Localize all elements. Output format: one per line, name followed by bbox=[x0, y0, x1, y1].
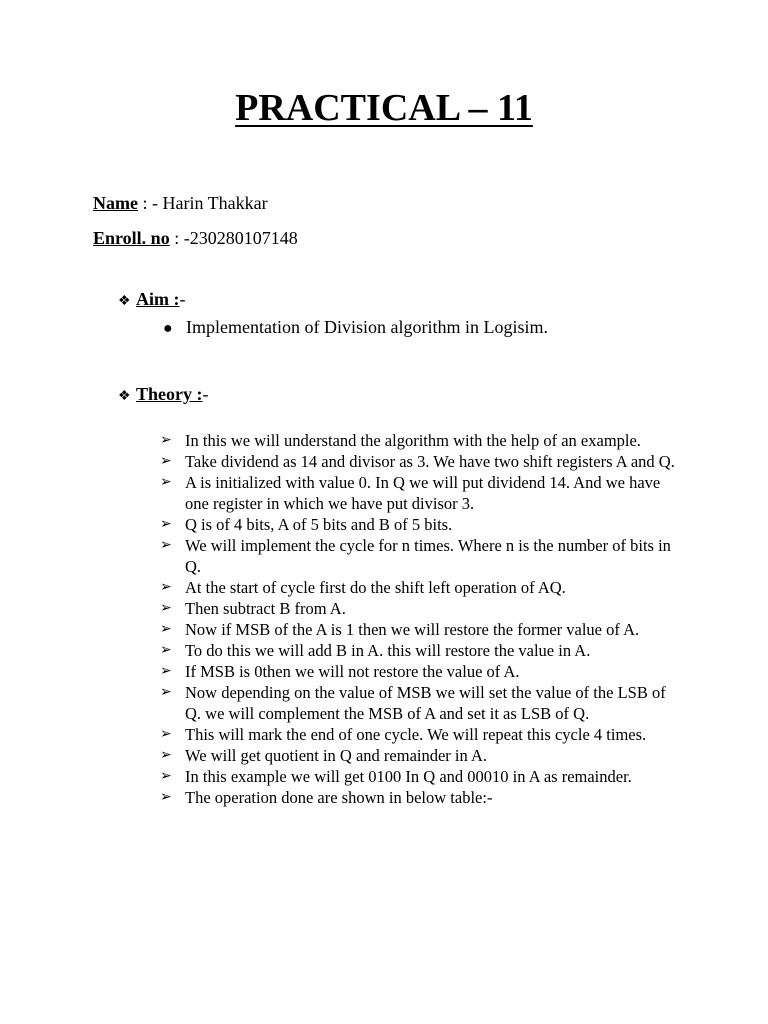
theory-point-text: We will implement the cycle for n times. Where n is the number of bits in Q. bbox=[185, 536, 671, 576]
aim-heading-text: Aim : bbox=[136, 289, 180, 309]
theory-point-text: Q is of 4 bits, A of 5 bits and B of 5 bits. bbox=[185, 515, 453, 534]
name-separator: : - bbox=[137, 193, 163, 213]
theory-point-text: In this we will understand the algorithm with the help of an example. bbox=[185, 431, 641, 450]
name-label: Name bbox=[93, 193, 138, 213]
arrow-bullet-icon: ➢ bbox=[160, 454, 172, 469]
list-item bbox=[160, 619, 680, 640]
theory-point-text: We will get quotient in Q and remainder in A. bbox=[185, 746, 488, 765]
theory-list bbox=[160, 430, 680, 808]
list-item bbox=[160, 682, 680, 724]
theory-point-text: In this example we will get 0100 In Q and 00010 in A as remainder. bbox=[185, 767, 632, 786]
theory-heading bbox=[118, 384, 209, 405]
page-title bbox=[0, 86, 768, 130]
arrow-bullet-icon: ➢ bbox=[160, 538, 172, 553]
aim-bullet-text: Implementation of Division algorithm in Logisim. bbox=[186, 317, 548, 337]
arrow-bullet-icon: ➢ bbox=[160, 769, 172, 784]
list-item bbox=[160, 451, 680, 472]
theory-heading-suffix: - bbox=[202, 384, 209, 404]
theory-point-text: At the start of cycle first do the shift left operation of AQ. bbox=[185, 578, 566, 597]
arrow-bullet-icon: ➢ bbox=[160, 790, 172, 805]
theory-point-text: Now if MSB of the A is 1 then we will restore the former value of A. bbox=[185, 620, 640, 639]
theory-point-text: Then subtract B from A. bbox=[185, 599, 346, 618]
enroll-line bbox=[93, 228, 298, 249]
list-item bbox=[160, 724, 680, 745]
arrow-bullet-icon: ➢ bbox=[160, 622, 172, 637]
arrow-bullet-icon: ➢ bbox=[160, 580, 172, 595]
list-item bbox=[160, 787, 680, 808]
arrow-bullet-icon: ➢ bbox=[160, 433, 172, 448]
theory-point-text: If MSB is 0then we will not restore the value of A. bbox=[185, 662, 520, 681]
theory-point-text: Now depending on the value of MSB we will set the value of the LSB of Q. we will complement the MSB of A and set it as LSB of Q. bbox=[185, 683, 666, 723]
theory-heading-text: Theory : bbox=[136, 384, 203, 404]
list-item bbox=[160, 766, 680, 787]
list-item bbox=[160, 598, 680, 619]
enroll-value: 230280107148 bbox=[189, 228, 298, 248]
list-item bbox=[160, 577, 680, 598]
arrow-bullet-icon: ➢ bbox=[160, 685, 172, 700]
name-value: Harin Thakkar bbox=[162, 193, 268, 213]
enroll-separator: : - bbox=[169, 228, 190, 248]
round-bullet-icon: ● bbox=[163, 320, 173, 337]
list-item bbox=[160, 535, 680, 577]
list-item bbox=[160, 640, 680, 661]
enroll-label: Enroll. no bbox=[93, 228, 170, 248]
aim-bullet-item bbox=[163, 317, 548, 338]
arrow-bullet-icon: ➢ bbox=[160, 748, 172, 763]
list-item bbox=[160, 745, 680, 766]
aim-heading bbox=[118, 289, 186, 310]
name-line bbox=[93, 193, 268, 214]
theory-point-text: Take dividend as 14 and divisor as 3. We have two shift registers A and Q. bbox=[185, 452, 675, 471]
arrow-bullet-icon: ➢ bbox=[160, 664, 172, 679]
page-title-text: PRACTICAL – 11 bbox=[235, 87, 533, 129]
diamond-bullet-icon: ❖ bbox=[118, 389, 131, 404]
diamond-bullet-icon: ❖ bbox=[118, 294, 131, 309]
arrow-bullet-icon: ➢ bbox=[160, 601, 172, 616]
theory-point-text: The operation done are shown in below table:- bbox=[185, 788, 493, 807]
list-item bbox=[160, 514, 680, 535]
list-item bbox=[160, 430, 680, 451]
theory-point-text: A is initialized with value 0. In Q we will put dividend 14. And we have one register in which we have put divisor 3. bbox=[185, 473, 661, 513]
arrow-bullet-icon: ➢ bbox=[160, 475, 172, 490]
arrow-bullet-icon: ➢ bbox=[160, 643, 172, 658]
theory-point-text: This will mark the end of one cycle. We will repeat this cycle 4 times. bbox=[185, 725, 647, 744]
arrow-bullet-icon: ➢ bbox=[160, 727, 172, 742]
aim-heading-suffix: - bbox=[179, 289, 186, 309]
arrow-bullet-icon: ➢ bbox=[160, 517, 172, 532]
list-item bbox=[160, 472, 680, 514]
list-item bbox=[160, 661, 680, 682]
theory-point-text: To do this we will add B in A. this will restore the value in A. bbox=[185, 641, 591, 660]
